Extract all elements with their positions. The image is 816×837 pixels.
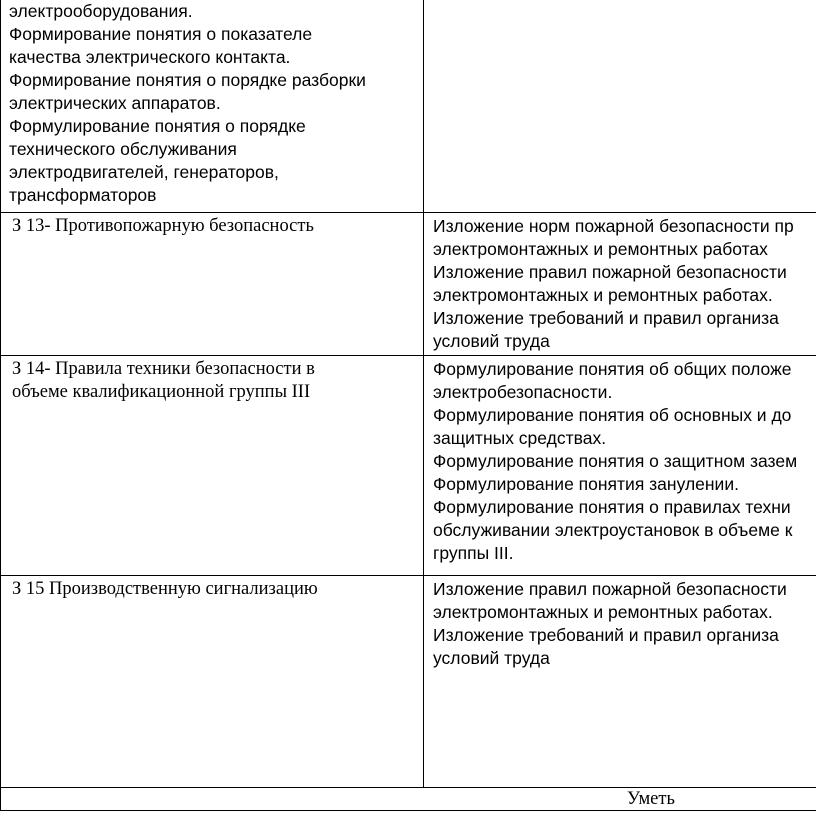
cell-line: Формулирование понятия о порядке bbox=[9, 116, 306, 136]
table-row bbox=[0, 355, 816, 576]
skills-header-row bbox=[0, 787, 816, 811]
cell-line: технического обслуживания bbox=[9, 139, 237, 159]
cell-line: Формулирование понятия об основных и до bbox=[433, 405, 792, 425]
requirement-cell bbox=[0, 355, 424, 575]
cell-line: качества электрического контакта. bbox=[9, 47, 291, 67]
cell-line: Формирование понятия о показателе bbox=[9, 24, 313, 44]
cell-line: Формирование понятия о порядке разборки bbox=[9, 70, 366, 90]
cell-line: Изложение правил пожарной безопасности bbox=[433, 262, 787, 282]
description-cell bbox=[424, 575, 816, 787]
cell-line: Изложение требований и правил организа bbox=[433, 625, 779, 645]
description-cell bbox=[424, 355, 816, 575]
cell-line: З 14- Правила техники безопасности в bbox=[12, 359, 315, 379]
cell-line: электрооборудования. bbox=[9, 1, 193, 21]
requirement-cell bbox=[0, 212, 424, 355]
skills-heading: Уметь bbox=[627, 789, 675, 809]
table-row bbox=[0, 212, 816, 356]
cell-line: условий труда bbox=[433, 331, 550, 351]
cell-line: Формулирование понятия занулении. bbox=[433, 474, 739, 494]
cell-line: электромонтажных и ремонтных работах. bbox=[433, 602, 773, 622]
cell-line: электрических аппаратов. bbox=[9, 93, 221, 113]
cell-line: Изложение требований и правил организа bbox=[433, 308, 779, 328]
cell-line: электродвигателей, генераторов, bbox=[9, 162, 279, 182]
description-cell bbox=[424, 212, 816, 355]
requirement-cell bbox=[0, 575, 424, 787]
cell-line: Изложение норм пожарной безопасности пр bbox=[433, 216, 794, 236]
table-row bbox=[0, 0, 816, 213]
cell-line: электромонтажных и ремонтных работах. bbox=[433, 285, 773, 305]
description-cell bbox=[424, 0, 816, 212]
cell-line: Формулирование понятия об общих положе bbox=[433, 359, 792, 379]
cell-line: группы III. bbox=[433, 543, 514, 563]
cell-line: Изложение правил пожарной безопасности bbox=[433, 579, 787, 599]
table-row bbox=[0, 575, 816, 788]
cell-line: обслуживании электроустановок в объеме к bbox=[433, 520, 793, 540]
requirement-cell bbox=[0, 0, 424, 212]
cell-line: условий труда bbox=[433, 648, 550, 668]
cell-line: З 15 Производственную сигнализацию bbox=[12, 579, 318, 599]
cell-line: трансформаторов bbox=[9, 185, 157, 205]
cell-line: электромонтажных и ремонтных работах bbox=[433, 239, 768, 259]
cell-line: З 13- Противопожарную безопасность bbox=[12, 216, 314, 236]
cell-line: электробезопасности. bbox=[433, 382, 613, 402]
cell-line: Формулирование понятия о правилах техни bbox=[433, 497, 791, 517]
cell-line: Формулирование понятия о защитном зазем bbox=[433, 451, 798, 471]
cell-line: защитных средствах. bbox=[433, 428, 607, 448]
cell-line: объеме квалификационной группы III bbox=[12, 382, 311, 402]
